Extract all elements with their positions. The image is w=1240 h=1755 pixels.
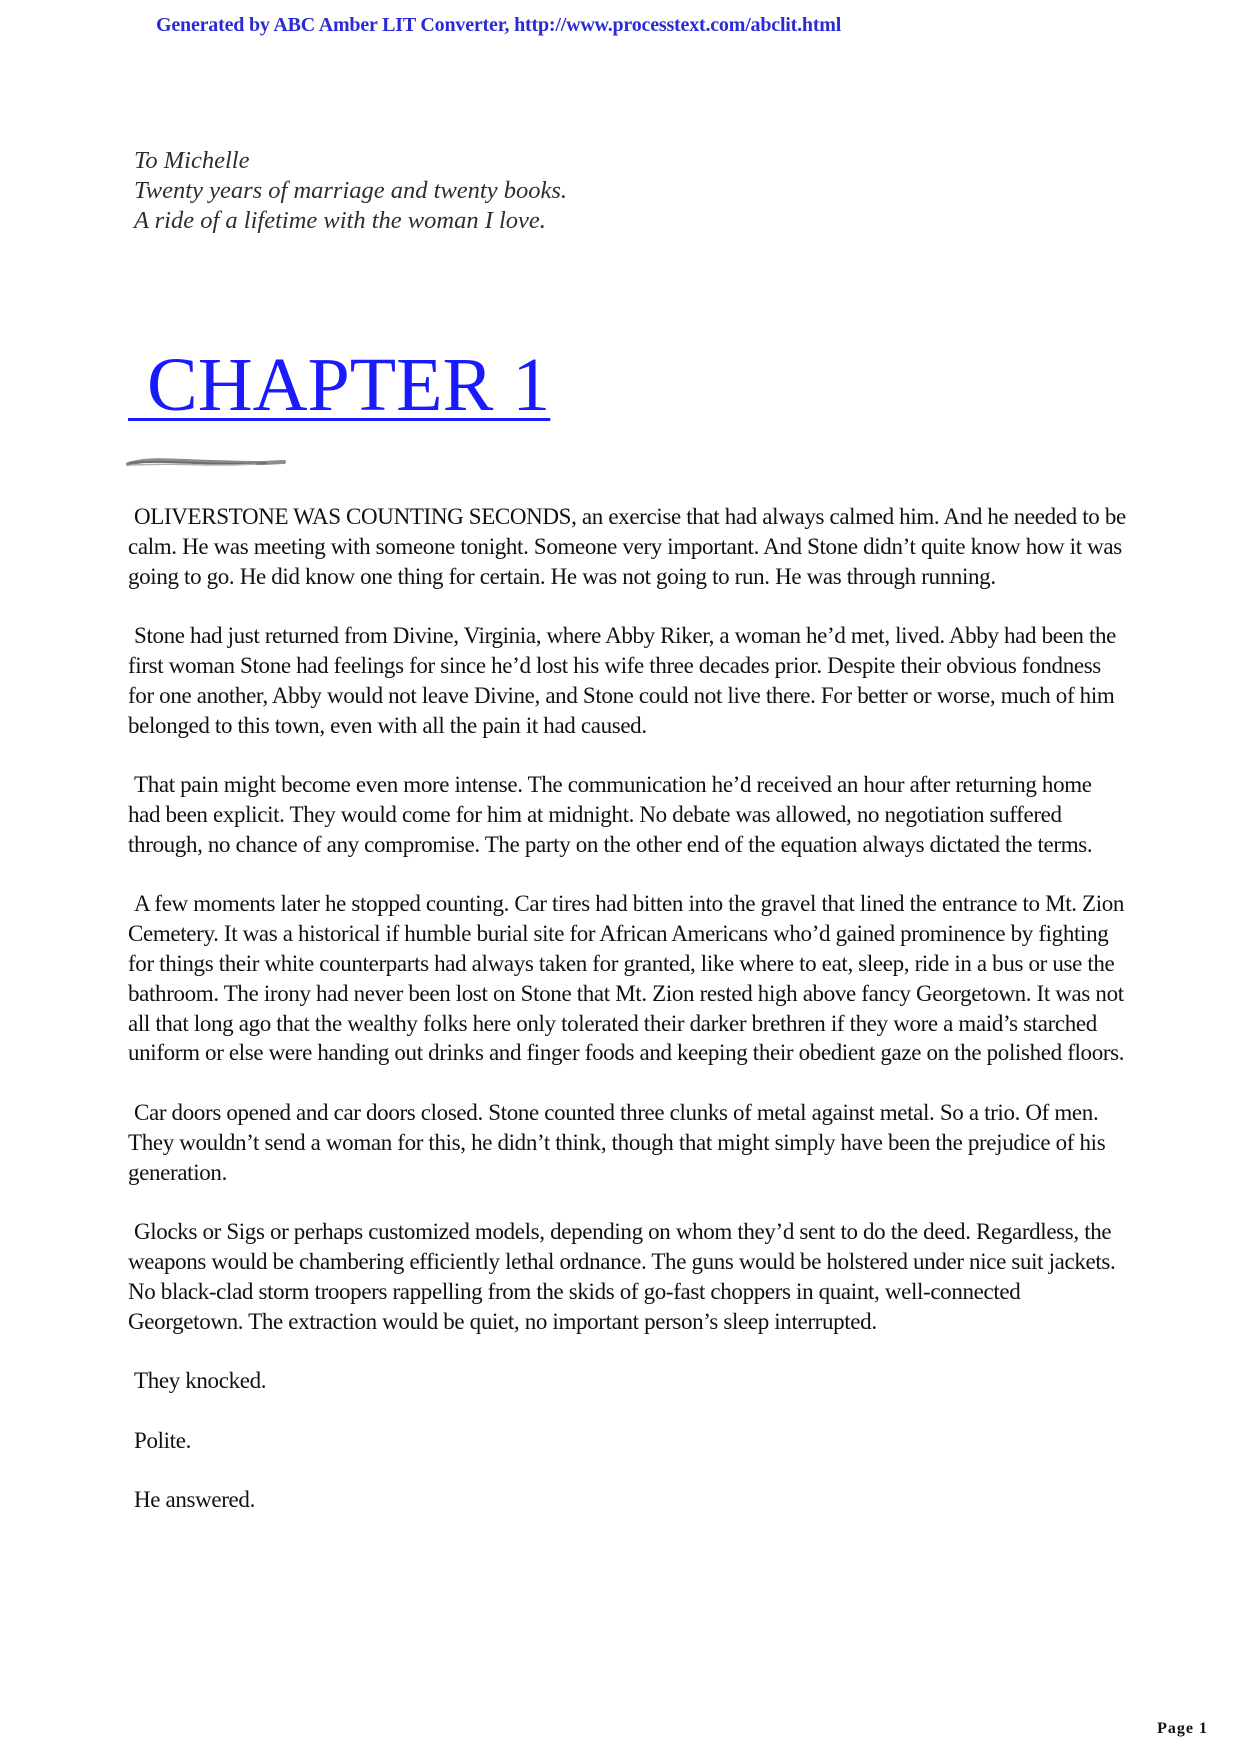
brush-stroke-divider-icon — [126, 455, 286, 469]
dedication-line: To Michelle — [134, 147, 250, 174]
paragraph: Car doors opened and car doors closed. Stone counted three clunks of metal against metal. So a trio. Of men. They wouldn’t send a woman for this, he didn’t think, though that might simply have been the prejudice of his generation. — [128, 1099, 1106, 1185]
paragraph: They knocked. — [134, 1368, 267, 1394]
chapter-body — [128, 502, 1128, 1545]
paragraph: He answered. — [134, 1487, 255, 1513]
paragraph: A few moments later he stopped counting. Car tires had bitten into the gravel that lined the entrance to Mt. Zion Cemetery. It was a historical if humble burial site for African Americans who’d gained prominence by fighting for things their white counterparts had always taken for granted, like where to eat, sleep, ride in a bus or use the bathroom. The irony had never been lost on Stone that Mt. Zion rested high above fancy Georgetown. It was not all that long ago that the wealthy folks here only tolerated their darker brethren if they wore a maid’s starched uniform or else were handing out drinks and finger foods and keeping their obedient gaze on the polished floors. — [128, 891, 1125, 1066]
dedication — [128, 146, 567, 236]
chapter-title-link[interactable]: CHAPTER 1 — [128, 343, 551, 427]
generator-notice: Generated by ABC Amber LIT Converter, http://www.processtext.com/abclit.html — [156, 14, 842, 36]
paragraph: That pain might become even more intense. The communication he’d received an hour after returning home had been explicit. They would come for him at midnight. No debate was allowed, no negotiation suffered through, no chance of any compromise. The party on the other end of the equation always dictated the terms. — [128, 772, 1093, 857]
dedication-line: A ride of a lifetime with the woman I love. — [134, 207, 546, 234]
paragraph: Polite. — [134, 1427, 191, 1453]
paragraph: Glocks or Sigs or perhaps customized models, depending on whom they’d sent to do the deed. Regardless, the weapons would be chambering efficiently lethal ordnance. The guns would be holstered under nice suit jackets. No black-clad storm troopers rappelling from the skids of go-fast choppers in quaint, well-connected Georgetown. The extraction would be quiet, no important person’s sleep interrupted. — [128, 1219, 1116, 1334]
page-number: Page 1 — [1157, 1720, 1208, 1737]
paragraph: OLIVERSTONE WAS COUNTING SECONDS, an exercise that had always calmed him. And he needed to be calm. He was meeting with someone tonight. Someone very important. And Stone didn’t quite know how it was going to go. He did know one thing for certain. He was not going to run. He was through running. — [128, 504, 1126, 589]
paragraph: Stone had just returned from Divine, Virginia, where Abby Riker, a woman he’d met, lived. Abby had been the first woman Stone had feelings for since he’d lost his wife three decades prior. Despite their obvious fondness for one another, Abby would not leave Divine, and Stone could not live there. For better or worse, much of him belonged to this town, even with all the pain it had caused. — [128, 623, 1117, 738]
dedication-line: Twenty years of marriage and twenty books. — [134, 177, 568, 204]
